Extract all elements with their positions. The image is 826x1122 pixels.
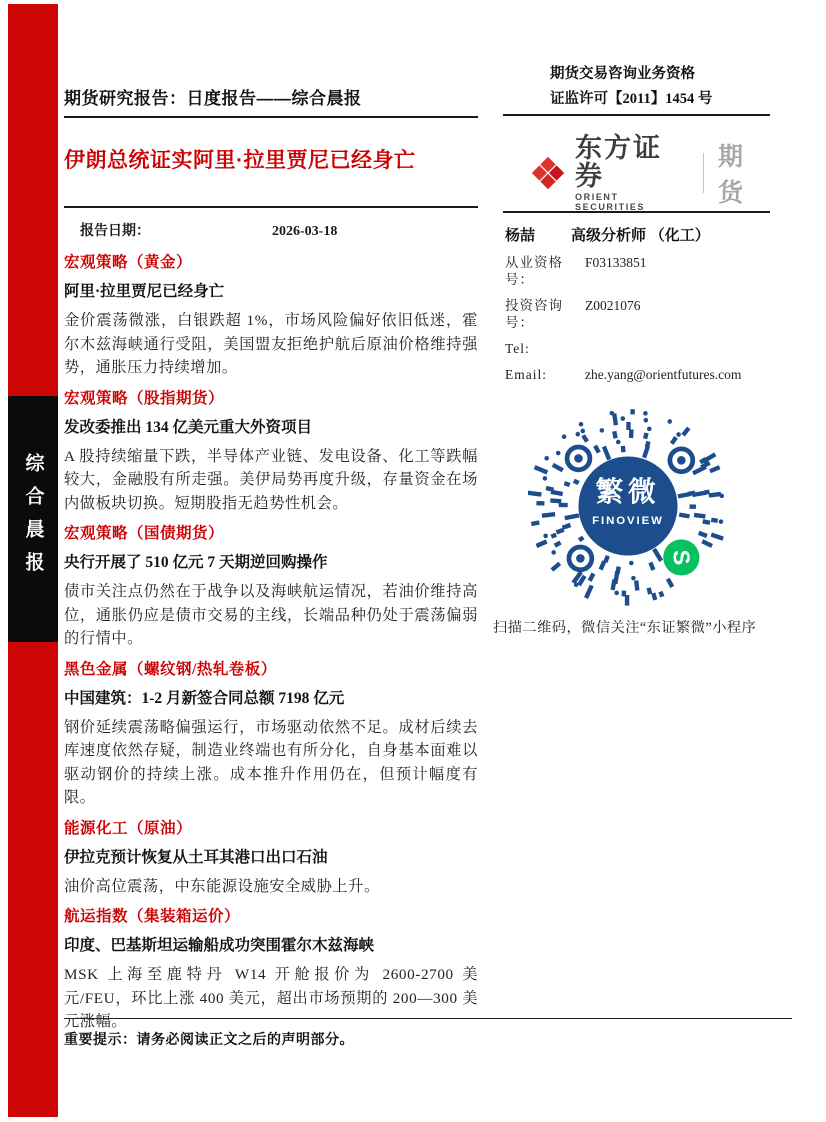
qr-center-en: FINOVIEW: [592, 515, 664, 528]
analyst-row-tel: [505, 340, 773, 357]
orient-logo-diamond-icon: [530, 153, 566, 193]
left-red-rail: [8, 4, 58, 1117]
analyst-row-label: Email:: [505, 367, 547, 382]
analyst-block: [505, 224, 773, 383]
sidebar-vertical-title: 综合晨报: [22, 453, 44, 585]
analyst-title: 高级分析师 （化工）: [571, 228, 710, 244]
analyst-row-value: F03133851: [585, 255, 647, 270]
analyst-row-value: Z0021076: [585, 298, 641, 313]
right-column: [493, 0, 773, 636]
sidebar-category-block: [8, 396, 58, 642]
analyst-name: 杨喆: [505, 228, 536, 244]
section-headline: 伊拉克预计恢复从土耳其港口出口石油: [64, 848, 328, 866]
footer-note: 重要提示：请务必阅读正文之后的声明部分。: [64, 1033, 354, 1048]
qr-code-image: [528, 406, 728, 606]
section-ferrous-metals: [64, 660, 478, 810]
analyst-row-advisory: [505, 297, 773, 331]
page-title: 伊朗总统证实阿里·拉里贾尼已经身亡: [64, 149, 416, 172]
section-macro-index-futures: [64, 389, 478, 516]
section-macro-bond-futures: [64, 524, 478, 651]
logo-divider: [703, 153, 704, 193]
footer-divider: [64, 1018, 792, 1019]
section-body: 金价震荡微涨，白银跌超 1%，市场风险偏好依旧低迷，霍尔木兹海峡通行受阻，美国盟友拒绝护航后原油价格维持强势，通胀压力持续增加。: [64, 312, 478, 376]
title-divider: [64, 206, 478, 208]
report-date-row: [64, 220, 478, 240]
license-block: [503, 0, 773, 112]
miniprogram-s-glyph: S: [668, 548, 696, 567]
section-category: 航运指数（集装箱运价）: [64, 908, 241, 925]
section-energy-chemical: [64, 819, 478, 899]
analyst-row-label: 从业资格号：: [505, 255, 563, 287]
section-body: 债市关注点仍然在于战争以及海峡航运情况，若油价维持高位，通胀仍应是债市交易的主线，长端品种仍处于震荡偏弱的行情中。: [64, 583, 478, 647]
section-body: MSK 上海至鹿特丹 W14 开舱报价为 2600-2700 美元/FEU，环比上涨 400 美元，超出市场预期的 200—300 美元涨幅。: [64, 966, 478, 1030]
report-date-label: 报告日期：: [80, 224, 150, 239]
section-body: 油价高位震荡，中东能源设施安全威胁上升。: [64, 877, 380, 895]
section-category: 宏观策略（国债期货）: [64, 525, 225, 542]
analyst-name-row: [505, 224, 773, 245]
qr-caption: 扫描二维码，微信关注“东证繁微”小程序: [493, 620, 757, 636]
logo-name-en: ORIENT SECURITIES: [575, 192, 646, 212]
header-divider: [64, 116, 478, 118]
analyst-row-email: [505, 366, 773, 383]
qr-center-cn: 繁微: [595, 476, 661, 508]
license-line1: 期货交易咨询业务资格: [550, 66, 695, 82]
analyst-email-value: zhe.yang@orientfutures.com: [585, 367, 742, 382]
orient-securities-logo: [530, 134, 773, 212]
section-headline: 中国建筑：1-2 月新签合同总额 7198 亿元: [64, 689, 345, 707]
section-body: 钢价延续震荡略偏强运行，市场驱动依然不足。成材后续去库速度依然存疑，制造业终端也有所分化，自身基本面难以驱动钢价的持续上涨。成本推升作用仍在，但预计幅度有限。: [64, 718, 478, 806]
license-line2: 证监许可【2011】1454 号: [550, 91, 713, 107]
section-headline: 央行开展了 510 亿元 7 天期逆回购操作: [64, 554, 328, 571]
section-list: [64, 253, 478, 1034]
section-headline: 印度、巴基斯坦运输船成功突围霍尔木兹海峡: [64, 937, 375, 954]
section-category: 黑色金属（螺纹钢/热轧卷板）: [64, 660, 277, 678]
section-shipping-index: [64, 907, 478, 1034]
section-body: A 股持续缩量下跌，半导体产业链、发电设备、化工等跌幅较大，金融股有所走强。美伊局势再度升级，存量资金在场内做板块切换。短期股指无趋势性机会。: [64, 447, 478, 512]
report-type-heading: 期货研究报告：日度报告——综合晨报: [64, 89, 362, 108]
section-category: 能源化工（原油）: [64, 819, 193, 837]
analyst-row-label: Tel:: [505, 341, 530, 356]
qr-code: [528, 406, 728, 606]
logo-name-cn: 东方证券: [575, 133, 663, 191]
report-date-value: 2026-03-18: [272, 224, 338, 239]
section-category: 宏观策略（股指期货）: [64, 389, 225, 407]
section-headline: 发改委推出 134 亿美元重大外资项目: [64, 418, 313, 436]
section-category: 宏观策略（黄金）: [64, 254, 193, 271]
analyst-row-label: 投资咨询号：: [505, 298, 563, 330]
analyst-row-qualification: [505, 254, 773, 288]
right-divider-bottom: [503, 211, 770, 213]
main-column: [64, 0, 478, 1034]
section-headline: 阿里·拉里贾尼已经身亡: [64, 283, 225, 300]
logo-suffix: 期货: [718, 143, 748, 207]
right-divider-top: [503, 114, 770, 116]
logo-text: [575, 134, 687, 212]
section-macro-gold: [64, 253, 478, 380]
